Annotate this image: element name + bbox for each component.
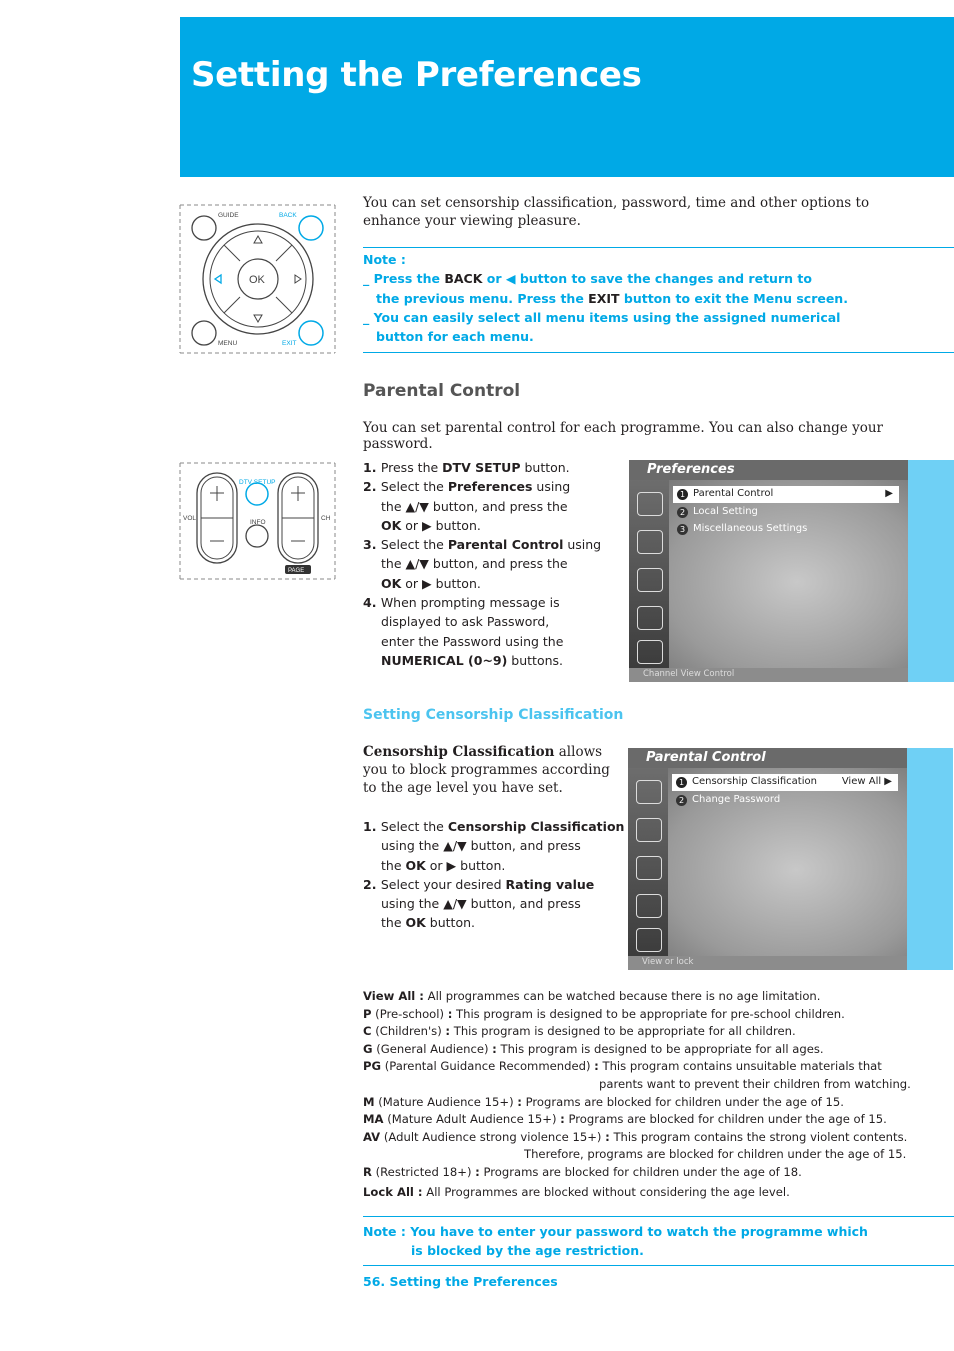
page-title: Setting the Preferences <box>191 55 642 95</box>
parental-control-screenshot <box>628 748 908 970</box>
section-intro: You can set parental control for each programme. You can also change your password. <box>363 420 883 452</box>
section-heading: Parental Control <box>363 381 521 401</box>
svg-text:INFO: INFO <box>250 519 266 526</box>
remote-setup-illustration <box>175 461 340 582</box>
censorship-intro: Censorship Classification allows you to block programmes according to the age level you have set. <box>363 744 610 796</box>
note-box <box>363 250 848 346</box>
note-text: button to exit the Menu screen. <box>619 290 848 306</box>
steps-list <box>363 458 623 670</box>
rating-m: M (Mature Audience 15+) : Programs are blocked for children under the age of 15. <box>363 1094 844 1109</box>
note-text: button for each menu. <box>376 329 534 345</box>
rating-ma: MA (Mature Adult Audience 15+) : Programs are blocked for children under the age of 15. <box>363 1112 887 1127</box>
svg-text:EXIT: EXIT <box>282 340 297 347</box>
step-2: 2. Select your desired Rating value using the ▲/▼ button, and press the OK button. <box>363 876 595 931</box>
screen-footer: View or lock <box>642 957 694 967</box>
rating-lock-all: Lock All : All Programmes are blocked without considering the age level. <box>363 1184 790 1199</box>
info-button-icon <box>246 525 268 547</box>
step-1: 1. Press the DTV SETUP button. <box>363 460 570 475</box>
back-key-label: BACK <box>444 271 483 287</box>
accent-strip <box>908 460 954 682</box>
screen-title: Parental Control <box>646 750 766 765</box>
svg-text:VOL: VOL <box>183 515 197 522</box>
step-4: 4. When prompting message is displayed to ask Password, enter the Password using the NUMERICAL (0~9) buttons. <box>363 595 564 668</box>
screen-title: Preferences <box>647 462 735 477</box>
intro-text: You can set censorship classification, password, time and other options to enhance your viewing pleasure. <box>363 195 870 229</box>
subsection-heading: Setting Censorship Classification <box>363 707 624 723</box>
gear-icon <box>636 856 662 880</box>
rating-pg: PG (Parental Guidance Recommended) : This program contains unsuitable materials that parents want to prevent their children from watching. <box>363 1059 911 1091</box>
antenna-icon <box>636 780 662 804</box>
box-icon <box>637 530 663 554</box>
exit-key-label: EXIT <box>588 290 620 306</box>
menu-item-censorship[interactable]: 1 Censorship Classification View All ▶ <box>672 774 898 791</box>
rating-view-all: View All : All programmes can be watched because there is no age limitation. <box>363 989 821 1003</box>
divider <box>363 1265 954 1266</box>
svg-text:PAGE: PAGE <box>288 568 305 574</box>
note-text: is blocked by the age restriction. <box>411 1243 644 1259</box>
gear-icon <box>637 568 663 592</box>
antenna-icon <box>637 492 663 516</box>
remote-nav-illustration <box>175 203 340 355</box>
menu-item-misc-settings[interactable]: 3 Miscellaneous Settings <box>673 521 807 538</box>
home-icon <box>637 640 663 664</box>
ratings-list <box>363 988 943 1201</box>
home-icon <box>636 928 662 952</box>
divider <box>363 1216 954 1217</box>
rating-r: R (Restricted 18+) : Programs are blocked for children under the age of 18. <box>363 1164 802 1179</box>
rating-g: G (General Audience) : This program is designed to be appropriate for all ages. <box>363 1041 824 1056</box>
note-box-2 <box>363 1222 868 1261</box>
rating-c: C (Children's) : This program is designed to be appropriate for all children. <box>363 1024 796 1039</box>
steps-list-2 <box>363 817 628 933</box>
tv-icon <box>637 606 663 630</box>
svg-text:DTV SETUP: DTV SETUP <box>239 479 276 486</box>
divider <box>363 352 954 353</box>
note-label: Note : <box>363 252 406 267</box>
box-icon <box>636 818 662 842</box>
page-footer: 56. Setting the Preferences <box>363 1274 558 1289</box>
svg-text:CH: CH <box>321 515 331 522</box>
step-2: 2. Select the Preferences using the ▲/▼ button, and press the OK or ▶ button. <box>363 479 571 533</box>
menu-item-change-password[interactable]: 2 Change Password <box>672 792 780 809</box>
svg-text:MENU: MENU <box>218 340 238 347</box>
exit-button-icon <box>299 321 323 345</box>
note-text: _ You can easily select all menu items using the assigned numerical <box>363 309 841 325</box>
accent-strip <box>907 748 953 970</box>
step-1: 1. Select the Censorship Classification using the ▲/▼ button, and press the OK or ▶ button. <box>363 819 625 873</box>
svg-text:BACK: BACK <box>279 212 297 219</box>
menu-item-local-setting[interactable]: 2 Local Setting <box>673 504 758 521</box>
note-text: _ Press the <box>363 271 445 287</box>
header-band <box>180 17 954 177</box>
svg-text:OK: OK <box>249 274 265 286</box>
menu-item-parental-control[interactable]: 1 Parental Control ▶ <box>673 486 899 503</box>
note-text: the previous menu. Press the <box>376 290 589 306</box>
note-text: You have to enter your password to watch the programme which <box>410 1224 868 1239</box>
menu-button-icon <box>192 321 216 345</box>
preferences-screenshot <box>629 460 909 682</box>
note-label: Note : <box>363 1224 411 1239</box>
divider <box>363 247 954 248</box>
note-text: or ◀ button to save the changes and return to <box>482 271 812 287</box>
back-button-icon <box>299 216 323 240</box>
guide-button-icon <box>192 216 216 240</box>
step-3: 3. Select the Parental Control using the ▲/▼ button, and press the OK or ▶ button. <box>363 537 602 591</box>
svg-text:GUIDE: GUIDE <box>218 212 239 219</box>
screen-footer: Channel View Control <box>643 669 735 679</box>
rating-av: AV (Adult Audience strong violence 15+) : This program contains the strong violent contents. Therefore, programs are blocked for children under the age of 15. <box>363 1129 908 1162</box>
rating-p: P (Pre-school) : This program is designed to be appropriate for pre-school children. <box>363 1006 845 1021</box>
tv-icon <box>636 894 662 918</box>
dtv-setup-button-icon <box>246 483 268 505</box>
